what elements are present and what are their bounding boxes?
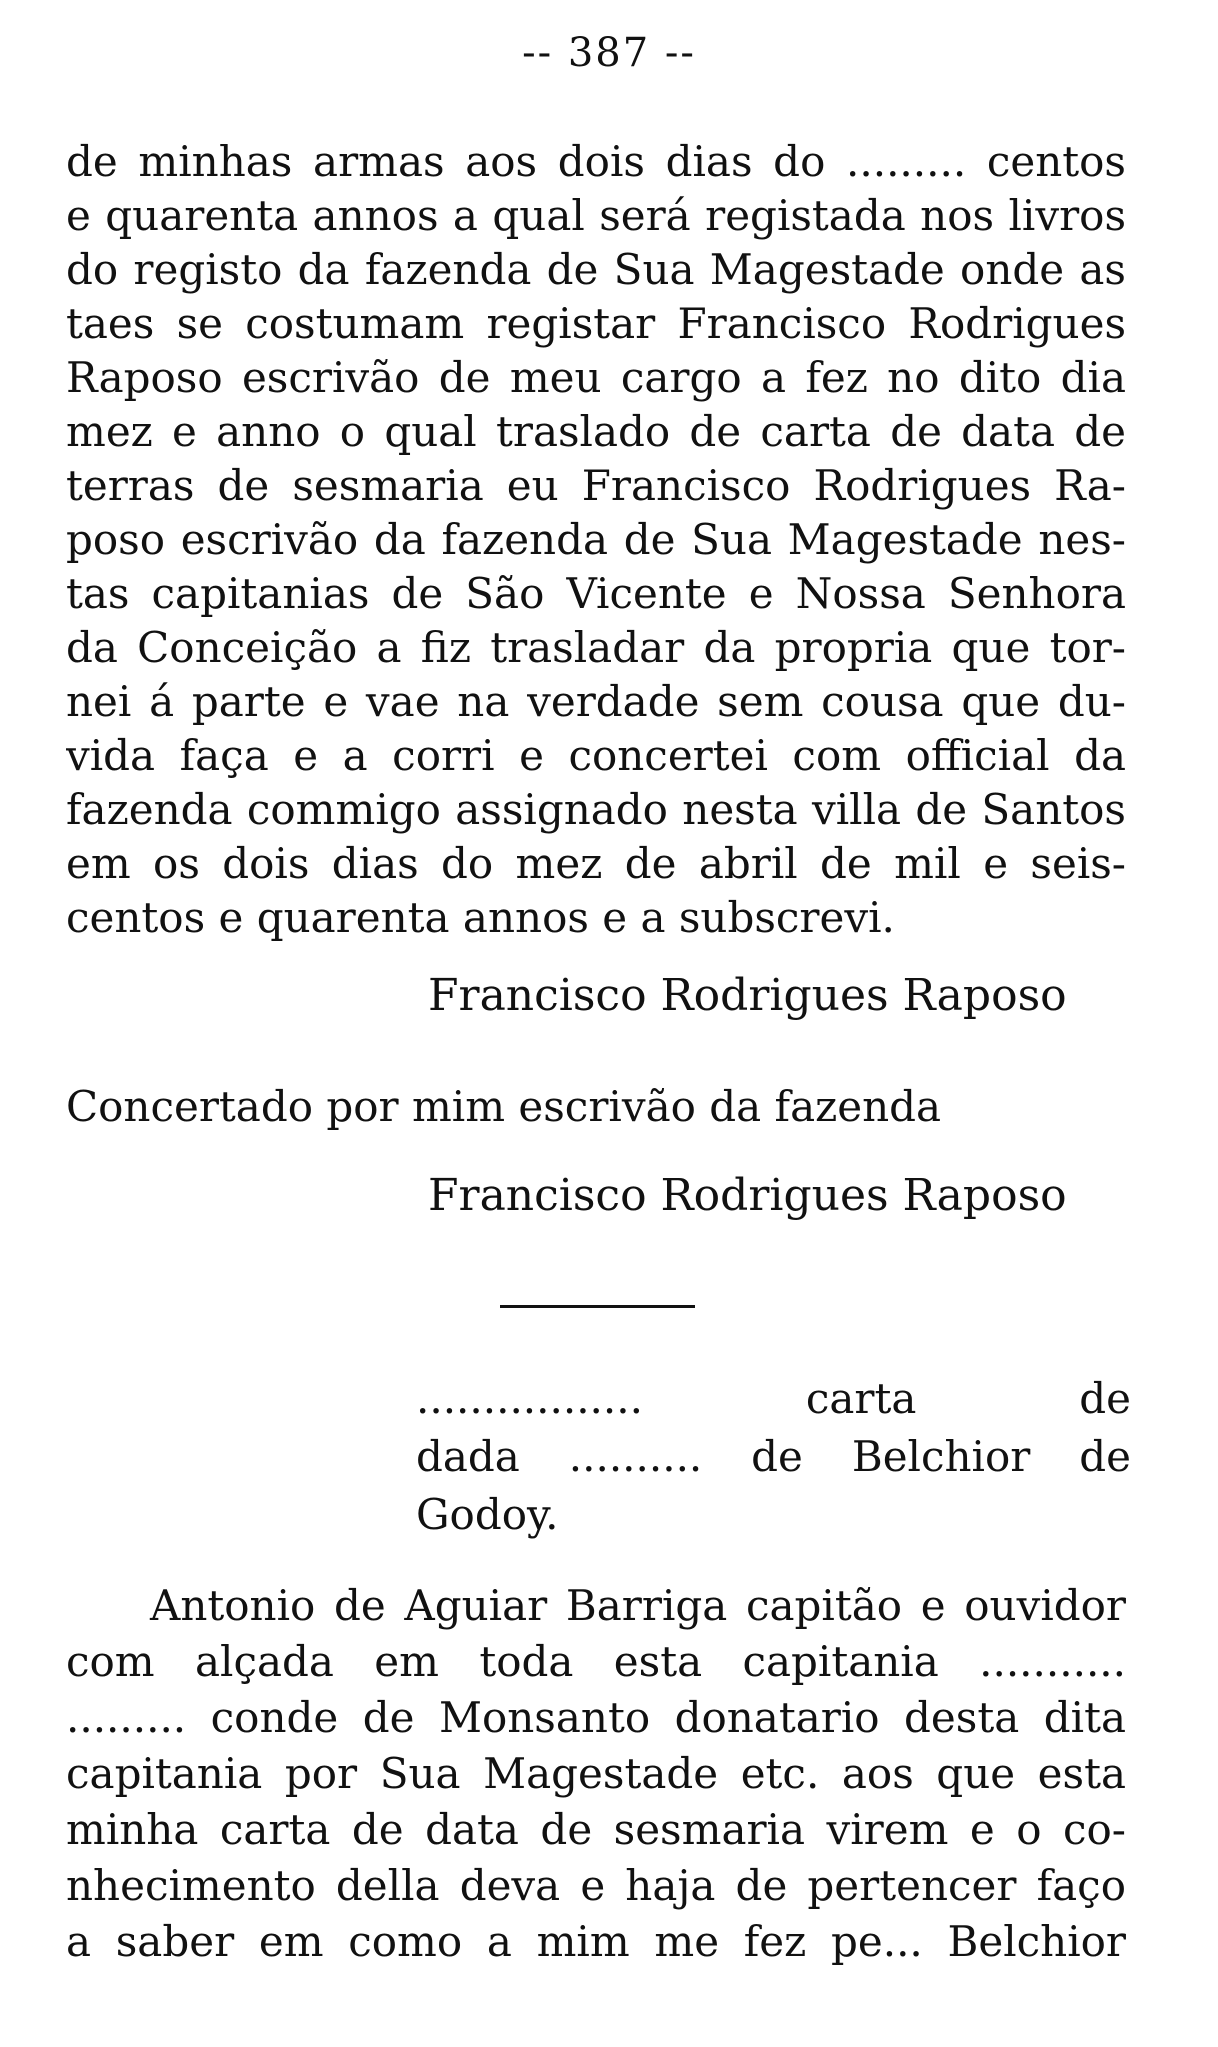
text-line: Raposo escrivão de meu cargo a fez no dito dia [66,353,1126,402]
text-line: nei á parte e vae na verdade sem cousa que du- [66,677,1126,726]
text-line: da Conceição a fiz trasladar da propria que tor- [66,623,1126,672]
text-line: minha carta de data de sesmaria virem e o co- [66,1805,1126,1854]
text-line: ......... conde de Monsanto donatario desta dita [66,1693,1126,1742]
signature-1: Francisco Rodrigues Raposo [428,970,1067,1021]
text-line: do registo da fazenda de Sua Magestade onde as [66,245,1126,294]
text-line: de minhas armas aos dois dias do ......... centos [66,137,1126,186]
text-line: Antonio de Aguiar Barriga capitão e ouvidor [150,1581,1126,1630]
text-line: fazenda commigo assignado nesta villa de Santos [66,785,1126,834]
text-line: capitania por Sua Magestade etc. aos que esta [66,1749,1126,1798]
text-line: em os dois dias do mez de abril de mil e seis- [66,839,1126,888]
text-line: com alçada em toda esta capitania ........... [66,1637,1126,1686]
text-line: tas capitanias de São Vicente e Nossa Senhora [66,569,1126,618]
text-line: nhecimento della deva e haja de pertencer faço [66,1861,1126,1910]
heading-line: dada .......... de Belchior de [416,1432,1131,1481]
text-line: e quarenta annos a qual será registada nos livros [66,191,1126,240]
section-heading [416,1370,1131,1544]
paragraph-1 [66,135,1126,945]
signature-2: Francisco Rodrigues Raposo [428,1170,1067,1221]
text-line: taes se costumam registar Francisco Rodrigues [66,299,1126,348]
page-number: -- 387 -- [522,30,696,76]
text-line: terras de sesmaria eu Francisco Rodrigues Ra- [66,461,1126,510]
heading-line: ................. carta de [416,1374,1131,1423]
text-line: vida faça e a corri e concertei com official da [66,731,1126,780]
heading-line: Godoy. [416,1490,559,1539]
concertado-line: Concertado por mim escrivão da fazenda [66,1082,942,1131]
text-line: mez e anno o qual traslado de carta de data de [66,407,1126,456]
text-line: centos e quarenta annos e a subscrevi. [66,893,895,942]
section-divider [500,1305,695,1308]
text-line: a saber em como a mim me fez pe... Belchior [66,1917,1126,1966]
text-line: poso escrivão da fazenda de Sua Magestade nes- [66,515,1126,564]
paragraph-2 [66,1578,1126,1970]
